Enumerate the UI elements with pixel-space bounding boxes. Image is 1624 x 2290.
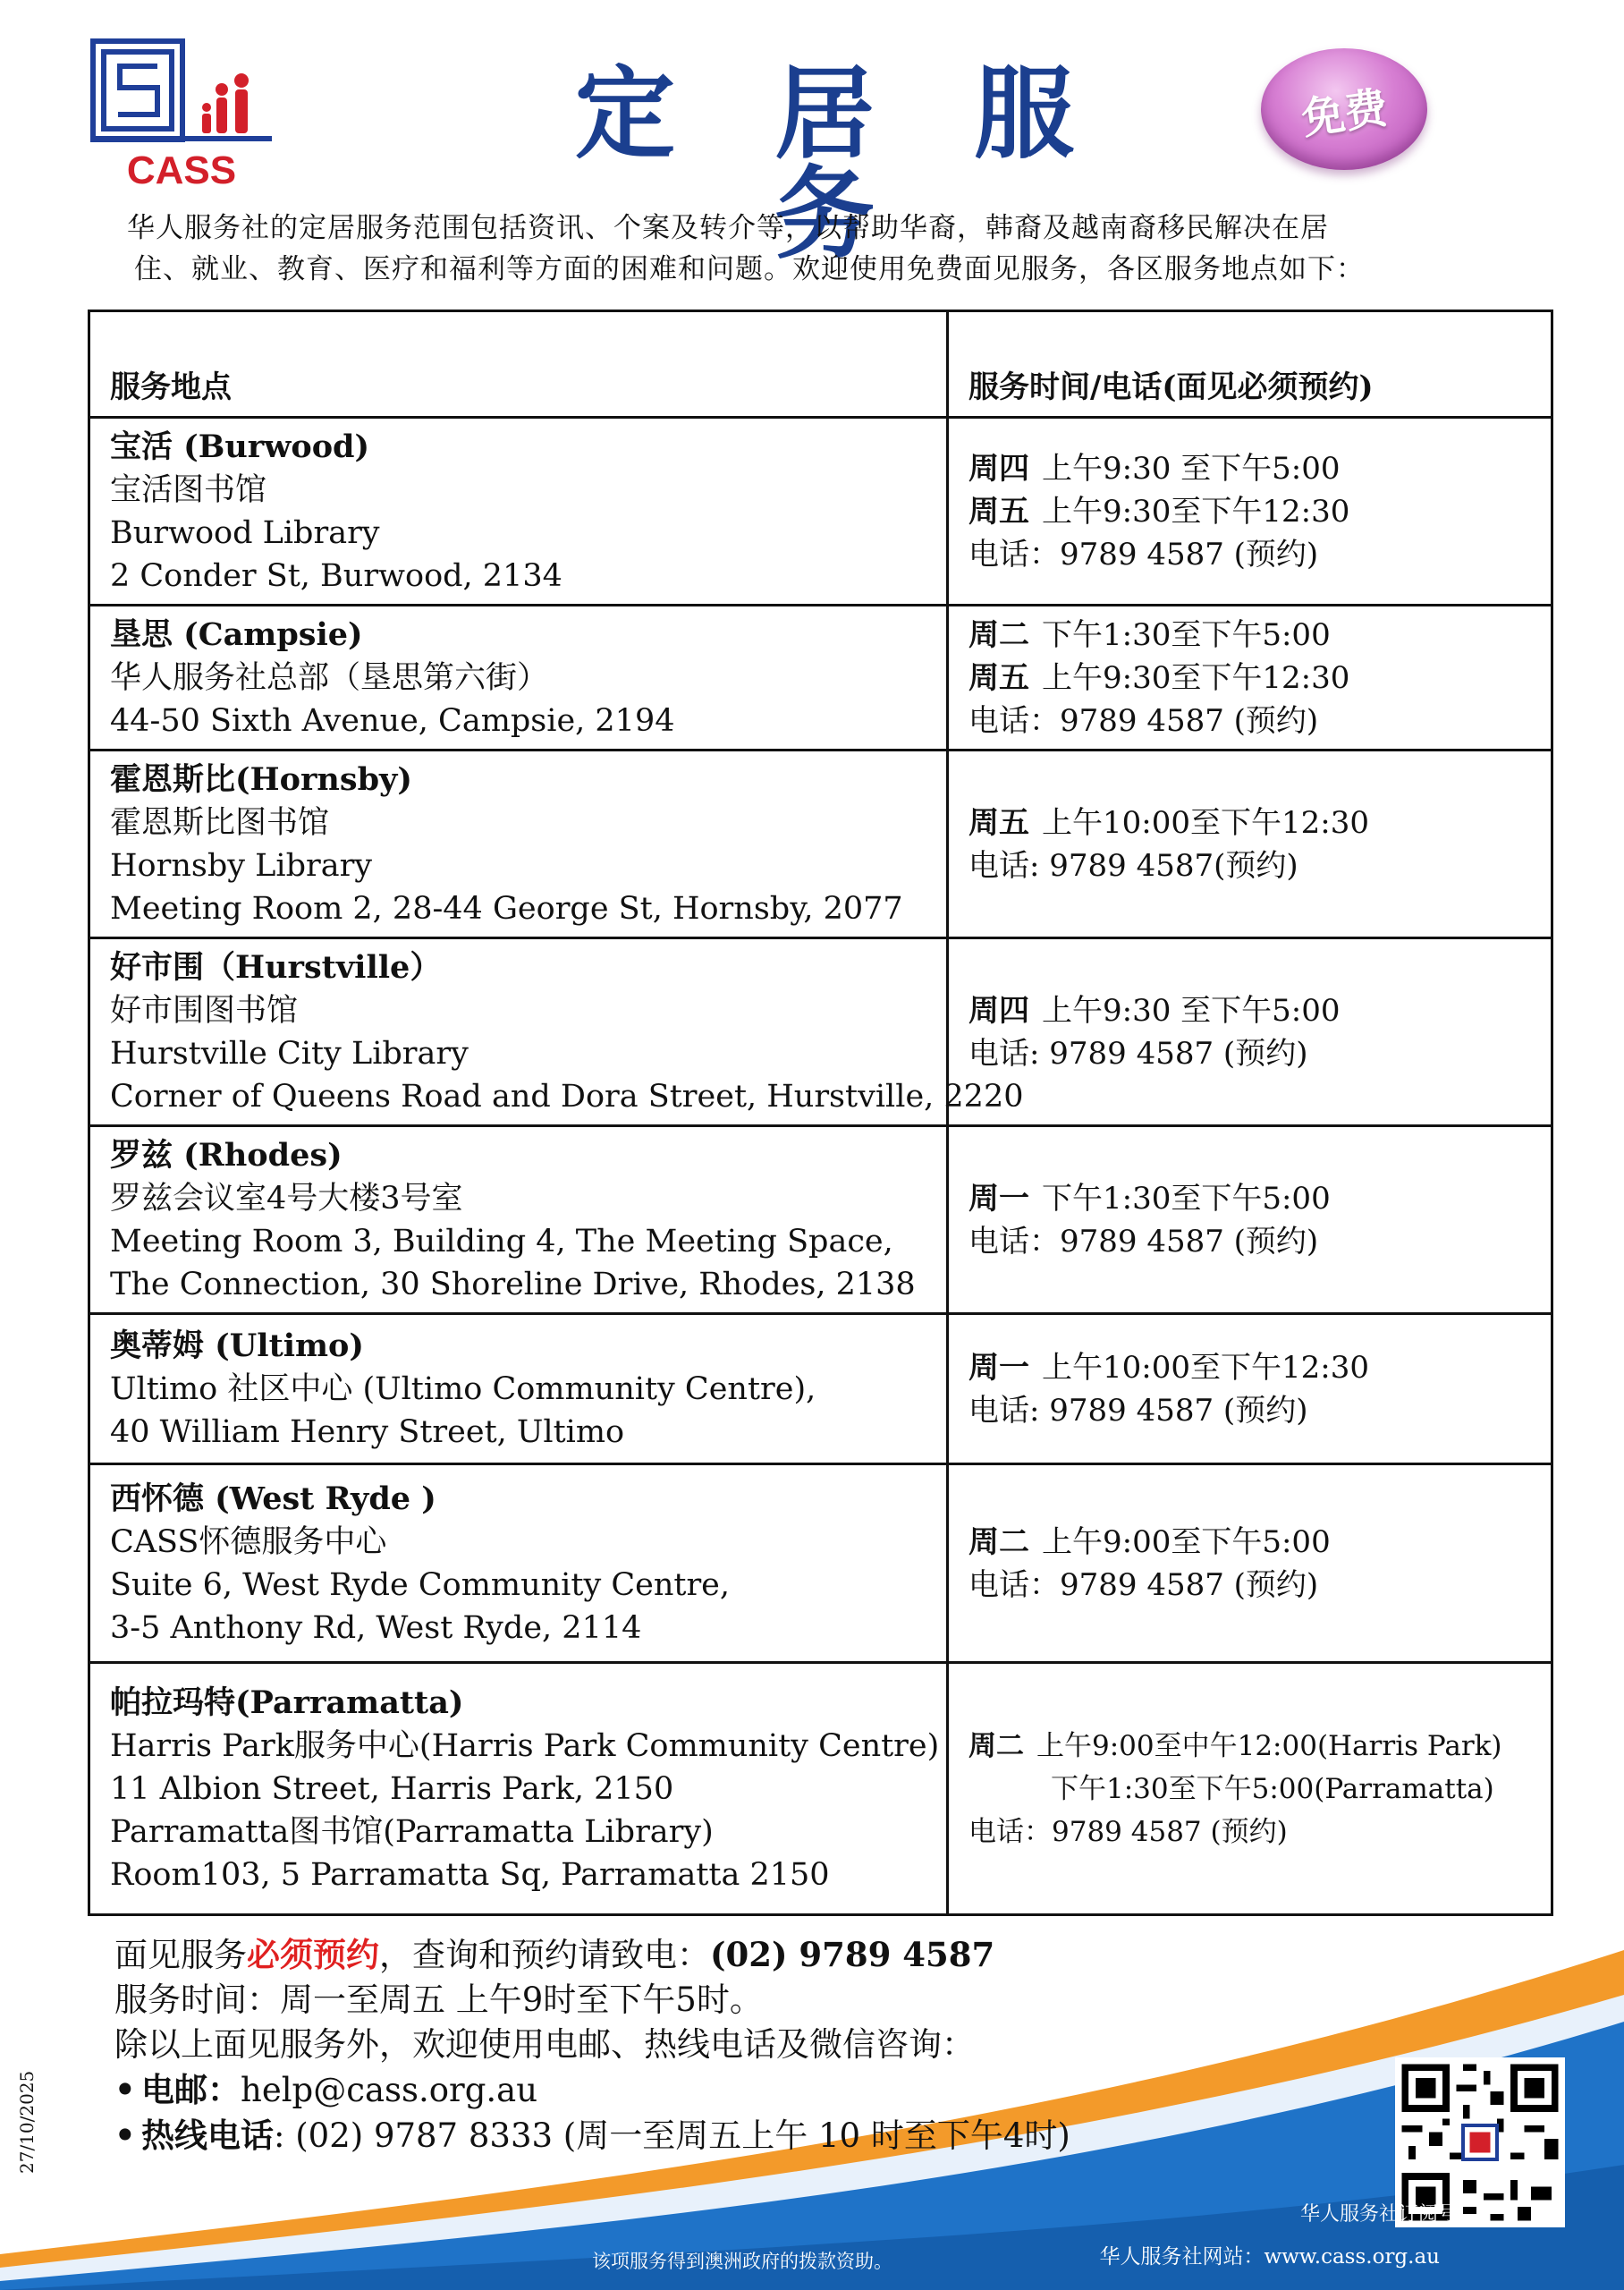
appointment-suffix: ，查询和预约请致电： bbox=[379, 1936, 710, 1974]
location-detail: Room103, 5 Parramatta Sq, Parramatta 2150 bbox=[110, 1856, 830, 1893]
service-locations-table bbox=[88, 310, 1553, 1916]
day-label: 周二 bbox=[968, 616, 1029, 653]
intro-line-1: 华人服务社的定居服务范围包括资讯、个案及转介等，以帮助华裔，韩裔及越南裔移民解决在居 bbox=[127, 212, 1329, 244]
location-detail: 罗兹会议室4号大楼3号室 bbox=[110, 1180, 463, 1217]
hotline-label: 热线电话 bbox=[141, 2116, 274, 2155]
funding-note: 该项服务得到澳洲政府的拨款资助。 bbox=[592, 2251, 892, 2272]
time-range: 上午9:30至下午12:30 bbox=[1042, 659, 1350, 696]
appointment-required: 必须预约 bbox=[247, 1935, 379, 1974]
table-row bbox=[89, 418, 1552, 606]
table-row bbox=[89, 1663, 1552, 1915]
time-range: 上午9:00至下午5:00 bbox=[1042, 1523, 1331, 1560]
location-detail: Harris Park服务中心(Harris Park Community Centre) bbox=[110, 1727, 940, 1764]
appointment-prefix: 面见服务 bbox=[114, 1936, 247, 1974]
location-name: 好市围（Hurstville） bbox=[110, 948, 442, 986]
time-cell bbox=[948, 1464, 1552, 1663]
day-label: 周二 bbox=[968, 1523, 1029, 1560]
bullet-icon: • bbox=[114, 2116, 136, 2155]
table-row bbox=[89, 1126, 1552, 1314]
other-contact-intro: 除以上面见服务外，欢迎使用电邮、热线电话及微信咨询： bbox=[114, 2025, 975, 2064]
location-cell bbox=[89, 1464, 948, 1663]
time-range: 下午1:30至下午5:00 bbox=[1042, 1180, 1331, 1217]
table-row bbox=[89, 751, 1552, 938]
phone-text: 电话：9789 4587 (预约) bbox=[968, 1815, 1288, 1848]
day-label: 周五 bbox=[968, 804, 1029, 841]
day-label: 周五 bbox=[968, 659, 1029, 696]
phone-text: 电话: 9789 4587(预约) bbox=[968, 847, 1298, 884]
phone-text: 电话：9789 4587 (预约) bbox=[968, 1223, 1319, 1260]
location-detail: 宝活图书馆 bbox=[110, 471, 267, 508]
time-range: 上午9:30 至下午5:00 bbox=[1042, 450, 1341, 487]
location-detail: 44-50 Sixth Avenue, Campsie, 2194 bbox=[110, 702, 675, 739]
qr-caption: 华人服务社订阅号 bbox=[1299, 2203, 1458, 2226]
location-name: 霍恩斯比(Hornsby) bbox=[110, 760, 412, 798]
location-detail: 华人服务社总部（垦思第六街） bbox=[110, 659, 549, 696]
time-cell bbox=[948, 1314, 1552, 1464]
location-name: 宝活 (Burwood) bbox=[110, 428, 370, 465]
phone-text: 电话: 9789 4587 (预约) bbox=[968, 1392, 1308, 1429]
time-cell bbox=[948, 418, 1552, 606]
bullet-icon: • bbox=[114, 2070, 136, 2109]
time-cell bbox=[948, 1663, 1552, 1915]
location-detail: 40 William Henry Street, Ultimo bbox=[110, 1413, 625, 1450]
location-detail: 好市围图书馆 bbox=[110, 992, 299, 1029]
location-detail: Hornsby Library bbox=[110, 847, 373, 884]
appointment-line bbox=[114, 1932, 1277, 1978]
day-label: 周二 bbox=[968, 1729, 1024, 1762]
day-label: 周五 bbox=[968, 493, 1029, 530]
location-cell bbox=[89, 751, 948, 938]
location-detail: Suite 6, West Ryde Community Centre, bbox=[110, 1566, 731, 1603]
table-row bbox=[89, 938, 1552, 1126]
location-detail: Meeting Room 2, 28-44 George St, Hornsby, 2077 bbox=[110, 890, 903, 927]
location-detail: 3-5 Anthony Rd, West Ryde, 2114 bbox=[110, 1609, 642, 1646]
time-cell bbox=[948, 606, 1552, 751]
hotline-line bbox=[114, 2113, 1277, 2159]
header-location: 服务地点 bbox=[89, 311, 948, 418]
location-detail: Meeting Room 3, Building 4, The Meeting Space, bbox=[110, 1223, 893, 1260]
location-cell bbox=[89, 418, 948, 606]
time-cell bbox=[948, 751, 1552, 938]
email-label: 电邮： bbox=[141, 2070, 241, 2109]
email-line bbox=[114, 2067, 1277, 2113]
location-detail: 2 Conder St, Burwood, 2134 bbox=[110, 557, 562, 594]
free-badge bbox=[1261, 48, 1427, 170]
location-name: 垦思 (Campsie) bbox=[110, 615, 363, 653]
location-name: 罗兹 (Rhodes) bbox=[110, 1136, 343, 1174]
location-detail: Ultimo 社区中心 (Ultimo Community Centre), bbox=[110, 1370, 816, 1407]
time-cell bbox=[948, 938, 1552, 1126]
time-range: 上午10:00至下午12:30 bbox=[1042, 1349, 1369, 1386]
logo-text: CASS bbox=[126, 148, 237, 190]
day-label: 周四 bbox=[968, 450, 1029, 487]
location-detail: Hurstville City Library bbox=[110, 1035, 469, 1072]
time-range: 上午10:00至下午12:30 bbox=[1042, 804, 1369, 841]
location-name: 帕拉玛特(Parramatta) bbox=[110, 1684, 464, 1721]
contact-info bbox=[114, 1932, 1277, 2159]
table-row bbox=[89, 1464, 1552, 1663]
logo-people bbox=[202, 73, 249, 133]
time-range: 下午1:30至下午5:00 bbox=[1042, 616, 1331, 653]
table-row bbox=[89, 1314, 1552, 1464]
service-hours: 服务时间：周一至周五 上午9时至下午5时。 bbox=[114, 1980, 763, 2019]
location-detail: Corner of Queens Road and Dora Street, Hurstville, 2220 bbox=[110, 1078, 1024, 1115]
page-title: 定 居 服务 bbox=[575, 55, 1106, 273]
time-range: 上午9:00至中午12:00(Harris Park) bbox=[1036, 1729, 1502, 1762]
phone-text: 电话：9789 4587 (预约) bbox=[968, 536, 1319, 572]
location-cell bbox=[89, 1126, 948, 1314]
time-cell bbox=[948, 1126, 1552, 1314]
location-detail: 霍恩斯比图书馆 bbox=[110, 804, 330, 841]
table-header-row bbox=[89, 311, 1552, 418]
location-detail: CASS怀德服务中心 bbox=[110, 1523, 387, 1560]
day-label: 周一 bbox=[968, 1349, 1029, 1386]
location-name: 西怀德 (West Ryde ) bbox=[110, 1480, 436, 1517]
email-link[interactable]: help@cass.org.au bbox=[241, 2071, 538, 2109]
header-time: 服务时间/电话(面见必须预约) bbox=[948, 311, 1552, 418]
phone-text: 电话：9789 4587 (预约) bbox=[968, 702, 1319, 739]
location-detail: Parramatta图书馆(Parramatta Library) bbox=[110, 1813, 714, 1850]
location-name: 奥蒂姆 (Ultimo) bbox=[110, 1327, 364, 1364]
day-label: 周四 bbox=[968, 992, 1029, 1029]
intro-line-2: 住、就业、教育、医疗和福利等方面的困难和问题。欢迎使用免费面见服务，各区服务地点如下： bbox=[134, 253, 1365, 285]
location-cell bbox=[89, 1663, 948, 1915]
table-row bbox=[89, 606, 1552, 751]
location-detail: 11 Albion Street, Harris Park, 2150 bbox=[110, 1770, 674, 1807]
intro-text bbox=[127, 208, 1522, 290]
location-detail: Burwood Library bbox=[110, 514, 380, 551]
free-badge-label: 免费 bbox=[1298, 82, 1391, 144]
date-stamp: 27/10/2025 bbox=[16, 2070, 38, 2174]
location-detail: The Connection, 30 Shoreline Drive, Rhodes, 2138 bbox=[110, 1266, 916, 1302]
phone-text: 电话：9789 4587 (预约) bbox=[968, 1566, 1319, 1603]
time-range: 上午9:30至下午12:30 bbox=[1042, 493, 1350, 530]
logo-emblem bbox=[93, 41, 182, 140]
time-range: 上午9:30 至下午5:00 bbox=[1042, 992, 1341, 1029]
day-label: 周一 bbox=[968, 1180, 1029, 1217]
location-cell bbox=[89, 1314, 948, 1464]
website-link[interactable]: 华人服务社网站：www.cass.org.au bbox=[1099, 2245, 1440, 2269]
phone-text: 电话: 9789 4587 (预约) bbox=[968, 1035, 1308, 1072]
location-cell bbox=[89, 606, 948, 751]
appointment-phone[interactable]: (02) 9789 4587 bbox=[710, 1935, 995, 1974]
cass-logo bbox=[88, 36, 275, 190]
hotline-number[interactable]: : (02) 9787 8333 (周一至周五上午 10 时至下午4时) bbox=[274, 2116, 1070, 2155]
time-range-extra: 下午1:30至下午5:00(Parramatta) bbox=[1051, 1772, 1494, 1805]
